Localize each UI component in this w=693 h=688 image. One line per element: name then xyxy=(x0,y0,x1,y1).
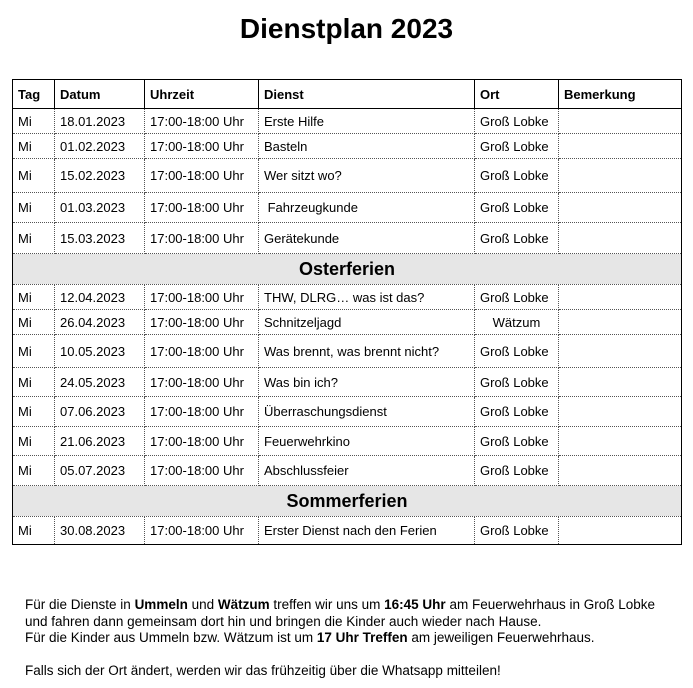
cell-tag: Mi xyxy=(13,517,55,545)
cell-bemerkung xyxy=(559,285,682,310)
cell-datum: 07.06.2023 xyxy=(55,397,145,427)
cell-uhrzeit: 17:00-18:00 Uhr xyxy=(145,397,259,427)
cell-tag: Mi xyxy=(13,397,55,427)
cell-ort: Groß Lobke xyxy=(475,335,559,368)
cell-datum: 15.02.2023 xyxy=(55,159,145,193)
cell-uhrzeit: 17:00-18:00 Uhr xyxy=(145,134,259,159)
cell-bemerkung xyxy=(559,517,682,545)
cell-datum: 05.07.2023 xyxy=(55,456,145,486)
cell-ort: Groß Lobke xyxy=(475,427,559,456)
notes-block xyxy=(25,597,675,679)
cell-uhrzeit: 17:00-18:00 Uhr xyxy=(145,193,259,223)
cell-ort: Groß Lobke xyxy=(475,368,559,397)
note-text: Für die Kinder aus Ummeln bzw. Wätzum ist um xyxy=(25,630,317,645)
cell-dienst: Was brennt, was brennt nicht? xyxy=(259,335,475,368)
cell-tag: Mi xyxy=(13,310,55,335)
cell-uhrzeit: 17:00-18:00 Uhr xyxy=(145,368,259,397)
cell-datum: 24.05.2023 xyxy=(55,368,145,397)
cell-datum: 01.03.2023 xyxy=(55,193,145,223)
cell-bemerkung xyxy=(559,456,682,486)
note-bold-ummeln: Ummeln xyxy=(134,597,188,612)
cell-tag: Mi xyxy=(13,427,55,456)
cell-bemerkung xyxy=(559,427,682,456)
table-row xyxy=(13,223,682,254)
cell-tag: Mi xyxy=(13,285,55,310)
cell-ort: Groß Lobke xyxy=(475,193,559,223)
note-meeting xyxy=(25,597,675,630)
cell-dienst: Erste Hilfe xyxy=(259,109,475,134)
note-bold-time: 16:45 Uhr xyxy=(384,597,446,612)
cell-datum: 12.04.2023 xyxy=(55,285,145,310)
cell-dienst: Fahrzeugkunde xyxy=(259,193,475,223)
cell-ort: Groß Lobke xyxy=(475,159,559,193)
note-text: treffen wir uns um xyxy=(269,597,385,612)
cell-bemerkung xyxy=(559,368,682,397)
section-separator xyxy=(13,254,682,285)
table-row xyxy=(13,517,682,545)
table-row xyxy=(13,193,682,223)
cell-dienst: Wer sitzt wo? xyxy=(259,159,475,193)
cell-tag: Mi xyxy=(13,159,55,193)
cell-ort: Wätzum xyxy=(475,310,559,335)
cell-uhrzeit: 17:00-18:00 Uhr xyxy=(145,285,259,310)
cell-bemerkung xyxy=(559,310,682,335)
cell-datum: 30.08.2023 xyxy=(55,517,145,545)
cell-bemerkung xyxy=(559,335,682,368)
table-header-row xyxy=(13,80,682,109)
note-children xyxy=(25,630,675,647)
note-text: Für die Dienste in xyxy=(25,597,135,612)
cell-uhrzeit: 17:00-18:00 Uhr xyxy=(145,427,259,456)
cell-uhrzeit: 17:00-18:00 Uhr xyxy=(145,223,259,254)
cell-bemerkung xyxy=(559,397,682,427)
section-separator xyxy=(13,486,682,517)
cell-dienst: Schnitzeljagd xyxy=(259,310,475,335)
header-uhrzeit: Uhrzeit xyxy=(145,80,259,109)
cell-datum: 15.03.2023 xyxy=(55,223,145,254)
cell-tag: Mi xyxy=(13,193,55,223)
cell-tag: Mi xyxy=(13,134,55,159)
cell-ort: Groß Lobke xyxy=(475,223,559,254)
table-row xyxy=(13,427,682,456)
note-whatsapp: Falls sich der Ort ändert, werden wir das frühzeitig über die Whatsapp mitteilen! xyxy=(25,662,501,678)
cell-datum: 18.01.2023 xyxy=(55,109,145,134)
cell-uhrzeit: 17:00-18:00 Uhr xyxy=(145,159,259,193)
table-row xyxy=(13,134,682,159)
cell-dienst: Überraschungsdienst xyxy=(259,397,475,427)
cell-dienst: THW, DLRG… was ist das? xyxy=(259,285,475,310)
cell-bemerkung xyxy=(559,159,682,193)
cell-uhrzeit: 17:00-18:00 Uhr xyxy=(145,517,259,545)
table-row xyxy=(13,397,682,427)
cell-datum: 21.06.2023 xyxy=(55,427,145,456)
cell-dienst: Erster Dienst nach den Ferien xyxy=(259,517,475,545)
cell-datum: 26.04.2023 xyxy=(55,310,145,335)
table-row xyxy=(13,159,682,193)
page-title: Dienstplan 2023 xyxy=(239,13,454,44)
cell-uhrzeit: 17:00-18:00 Uhr xyxy=(145,310,259,335)
cell-tag: Mi xyxy=(13,456,55,486)
header-bemerkung: Bemerkung xyxy=(559,80,682,109)
note-text: am Feuerwehrhaus in Groß Lobke und fahren dann gemeinsam dort hin und bringen die Kinder auch wieder nach Hause. xyxy=(25,597,656,629)
cell-tag: Mi xyxy=(13,335,55,368)
cell-dienst: Basteln xyxy=(259,134,475,159)
note-bold-treffen: 17 Uhr Treffen xyxy=(316,630,408,645)
cell-dienst: Was bin ich? xyxy=(259,368,475,397)
header-tag: Tag xyxy=(13,80,55,109)
cell-datum: 10.05.2023 xyxy=(55,335,145,368)
table-row xyxy=(13,456,682,486)
cell-dienst: Gerätekunde xyxy=(259,223,475,254)
cell-bemerkung xyxy=(559,193,682,223)
cell-tag: Mi xyxy=(13,368,55,397)
note-text: und xyxy=(187,597,218,612)
cell-ort: Groß Lobke xyxy=(475,285,559,310)
note-text: am jeweiligen Feuerwehrhaus. xyxy=(407,630,595,645)
schedule-body xyxy=(13,109,682,545)
table-row xyxy=(13,285,682,310)
table-row xyxy=(13,368,682,397)
cell-ort: Groß Lobke xyxy=(475,517,559,545)
separator-label: Osterferien xyxy=(13,254,682,285)
header-datum: Datum xyxy=(55,80,145,109)
cell-uhrzeit: 17:00-18:00 Uhr xyxy=(145,456,259,486)
cell-ort: Groß Lobke xyxy=(475,109,559,134)
cell-dienst: Feuerwehrkino xyxy=(259,427,475,456)
table-row xyxy=(13,310,682,335)
cell-dienst: Abschlussfeier xyxy=(259,456,475,486)
separator-label: Sommerferien xyxy=(13,486,682,517)
cell-bemerkung xyxy=(559,109,682,134)
header-ort: Ort xyxy=(475,80,559,109)
schedule-table xyxy=(12,79,682,545)
cell-tag: Mi xyxy=(13,223,55,254)
cell-bemerkung xyxy=(559,223,682,254)
table-row xyxy=(13,109,682,134)
cell-ort: Groß Lobke xyxy=(475,397,559,427)
cell-uhrzeit: 17:00-18:00 Uhr xyxy=(145,109,259,134)
cell-datum: 01.02.2023 xyxy=(55,134,145,159)
cell-ort: Groß Lobke xyxy=(475,456,559,486)
cell-ort: Groß Lobke xyxy=(475,134,559,159)
cell-uhrzeit: 17:00-18:00 Uhr xyxy=(145,335,259,368)
table-row xyxy=(13,335,682,368)
note-bold-waetzum: Wätzum xyxy=(217,597,270,612)
cell-bemerkung xyxy=(559,134,682,159)
cell-tag: Mi xyxy=(13,109,55,134)
header-dienst: Dienst xyxy=(259,80,475,109)
